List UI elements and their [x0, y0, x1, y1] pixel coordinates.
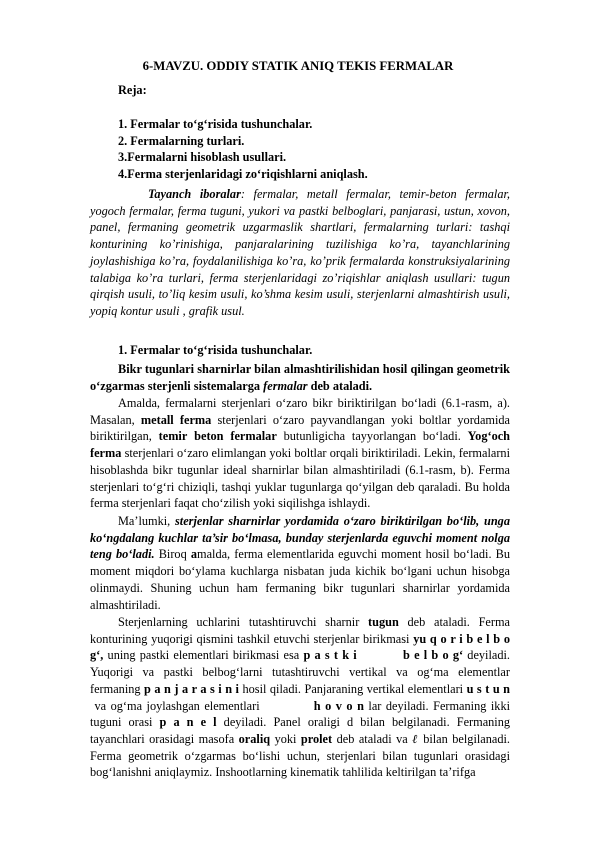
plan-item: 4.Ferma sterjenlaridagi zo‘riqishlarni aniqlash.	[118, 167, 368, 182]
p4-bold: yu q o r i b e l b o g‘,	[90, 631, 511, 663]
p2-text: sterjenlari o‘zaro payvandlangan yoki boltlar yordamida biriktirilgan,	[90, 412, 510, 444]
p4-bold: p a n e l	[159, 715, 217, 730]
keywords-paragraph	[90, 186, 510, 320]
p4-text: deb ataladi va	[332, 731, 413, 746]
p3-bold: a	[190, 547, 198, 562]
p2-bold: temir	[158, 429, 188, 444]
p4-bold: p a s t k i	[303, 648, 357, 663]
p4-bold: u s t u n	[466, 681, 510, 696]
p4-text: lar deyiladi. Fermaning ikki tuguni orasi	[90, 698, 511, 730]
p4-bold: oraliq	[238, 731, 271, 746]
section-heading: 1. Fermalar to‘g‘risida tushunchalar.	[118, 343, 313, 357]
plan-item: 1. Fermalar to‘g‘risida tushunchalar.	[118, 117, 313, 131]
p2-bold: Yog‘och ferma	[90, 429, 511, 461]
p4-text: hosil qiladi. Panjaraning vertikal elementlari	[238, 681, 467, 696]
p4-symbol: ℓ	[412, 731, 419, 746]
keywords-text: : fermalar, metall fermalar, temir-beton fermalar, yogoch fermalar, ferma tuguni, yukori va pastki belboglari, panjarasi, ustun, xovon, panel, fermaning geometrik uzgarmaslik shartlari, fermalarning turlari: tashqi konturining ko’rinishiga, panjaralarining tuzilishiga ko’ra, tayanchlarining joylashishiga ko’ra, foydalanilishiga ko’ra, ko’prik fermalarda konstruksiyalarining talabiga ko’ra turlari, ferma sterjenlaridagi zo’riqishlar aniqlash usullari: tugun qirqish usuli, to’liq kesim usuli, ko’shma kesim usuli, sterjenlarni almashtirish usuli, yopiq kontur usuli , grafik usul.	[90, 187, 510, 318]
plan-item: 3.Fermalarni hisoblash usullari.	[118, 150, 287, 165]
paragraph-4	[90, 614, 510, 781]
definition-term: fermalar	[263, 378, 308, 393]
plan-item: 2. Fermalarning turlari.	[118, 133, 245, 148]
p2-bold: fermalar	[230, 429, 277, 444]
p2-text: sterjenlari o‘zaro elimlangan yoki boltlar orqali biriktiriladi. Lekin, fermalarni hisoblashda bikr tugunlar ideal sharnirlar bilan almashtiriladi (6.1-rasm, b). Ferma sterjenlari to‘g‘ri chiziqli, tashqi yuklar tugunlarga qo‘yilgan deb qaraladi. Bu holda ferma sterjenlari faqat cho‘zilish yoki siqilishga ishlaydi.	[90, 446, 510, 511]
p4-text: deyiladi. Panel oraligi d bilan belgilanadi. Fermaning tayanchlari orasidagi masofa	[90, 715, 511, 746]
definition-paragraph	[90, 361, 510, 394]
p3-text: Ma’lumki,	[118, 514, 176, 528]
p3-text: malda, ferma elementlarida eguvchi moment hosil bo‘ladi. Bu moment miqdori bo‘ylama kuchlarga nisbatan juda kichik bo‘lgani uchun hisobga olinmaydi. Shuning uchun ham fermaning bikr tugunlari sharnirlar yordamida almashtiriladi.	[90, 547, 510, 612]
p4-text: deyiladi. Yuqorigi va pastki belbog‘larni tutashtiruvchi vertikal va og‘ma elementlar fermaning	[90, 648, 510, 696]
definition-text: Bikr tugunlari sharnirlar bilan almashtirilishidan hosil qilingan geometrik o‘zgarmas sterjenli sistemalarga	[90, 362, 510, 393]
p4-text: Sterjenlarning uchlarini tutashtiruvchi sharnir	[118, 615, 369, 629]
p4-text: uning pastki elementlari birikmasi esa	[103, 648, 304, 663]
p4-text: va og‘ma joylashgan elementlari	[90, 698, 314, 713]
p4-text	[357, 648, 403, 662]
p4-bold: prolet	[300, 731, 333, 746]
paragraph-2	[90, 395, 510, 512]
keywords-label: Tayanch iboralar	[148, 187, 241, 201]
plan-label: Reja:	[118, 83, 147, 97]
p2-bold: metall	[140, 412, 174, 427]
p4-text: deb ataladi. Ferma konturining yuqorigi qismini tashkil etuvchi sterjenlar birikmasi	[90, 615, 510, 646]
p4-text: bilan belgilanadi. Ferma geometrik o‘zgarmas bo‘lishi uchun, sterjenlari bilan tugunlari orasidagi bog‘lanishni aniqlaymiz. Inshootlarning kinematik tahlilida keltirilgan ta’rifga	[90, 731, 510, 780]
p4-bold: tugun	[368, 615, 399, 629]
p4-text: yoki	[270, 731, 301, 746]
plan-list	[118, 116, 538, 183]
p3-bold-italic: sterjenlar sharnirlar yordamida o‘zaro biriktirilgan bo‘lib, unga ko‘ngdalang kuchlar ta’sir bo‘lmasa, bunday sterjenlarda eguvchi moment nolga teng bo‘ladi.	[90, 514, 510, 562]
document-title: 6-MAVZU. ODDIY STATIK ANIQ TEKIS FERMALAR	[142, 59, 454, 73]
p2-bold: beton	[194, 429, 224, 444]
definition-tail: deb ataladi.	[307, 378, 373, 393]
p4-bold: b e l b o g‘	[403, 648, 464, 663]
p2-text: Amalda, fermalarni sterjenlari o‘zaro bikr biriktirilgan bo‘ladi (6.1-rasm, a). Masalan,	[90, 396, 510, 427]
p3-text: Biroq	[154, 547, 191, 562]
p2-bold: ferma	[179, 412, 212, 427]
p4-bold: h o v o n	[313, 698, 364, 713]
paragraph-3	[90, 513, 510, 613]
p2-text: butunligicha tayyorlangan bo‘ladi.	[276, 429, 468, 444]
p4-bold: p a n j a r a s i n i	[144, 681, 239, 696]
